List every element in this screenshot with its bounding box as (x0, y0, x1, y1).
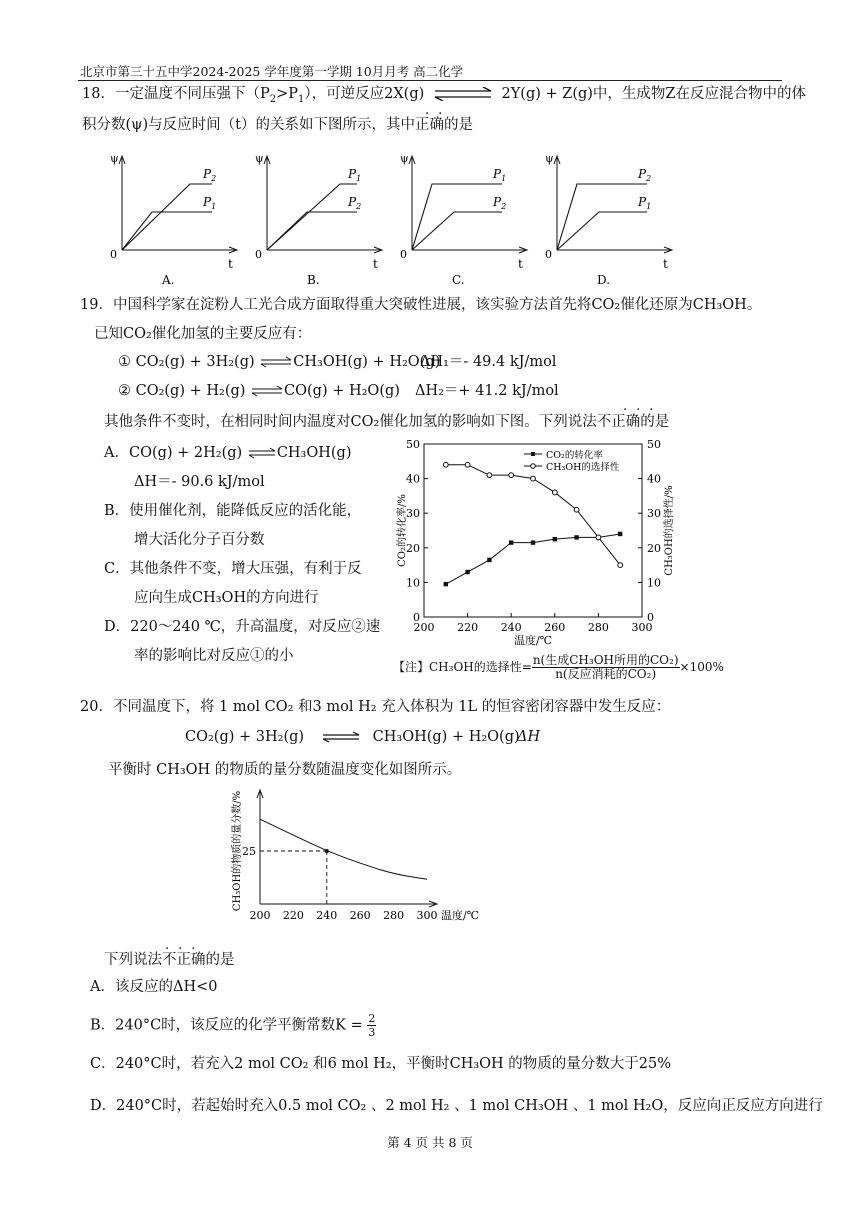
x-tick-label: 300 (416, 909, 438, 922)
graph-label: C. (452, 273, 465, 287)
x-tick-label: 280 (383, 909, 405, 922)
page-footer: 第 4 页 共 8 页 (387, 1135, 473, 1150)
x-axis-label: t (518, 257, 523, 271)
y-tick-label: 50 (406, 438, 420, 451)
x-axis-label: t (663, 257, 668, 271)
q19-chart (392, 432, 682, 652)
q19-option-a-2: ΔH＝- 90.6 kJ/mol (134, 474, 265, 490)
equilibrium-arrow-icon (429, 87, 497, 101)
equilibrium-arrow-icon (259, 356, 293, 368)
curve-lower (557, 212, 647, 250)
x-axis-title: 温度/℃ (513, 634, 553, 647)
curve-upper-label: $P_1$ (493, 167, 507, 183)
marked-point-label: 25 (242, 845, 256, 858)
curve-upper (267, 184, 357, 250)
y-axis-label: ψ (400, 152, 409, 165)
legend-marker (531, 452, 535, 456)
q19-reaction-1: ① CO₂(g) + 3H₂(g) CH₃OH(g) + H₂O(g) (118, 354, 441, 370)
data-point (487, 558, 491, 562)
y-tick-label: 0 (413, 611, 420, 624)
q20-option-b: B．240°C时，该反应的化学平衡常数K = $\frac{2}{3}$ (90, 1012, 376, 1039)
data-point (487, 473, 492, 478)
q18-graph-d (545, 152, 672, 287)
q18-graph-c (400, 152, 527, 287)
x-tick-label: 200 (413, 621, 435, 634)
x-axis-label: t (228, 257, 233, 271)
note-numerator: n(生成CH₃OH所用的CO₂) (532, 653, 679, 667)
y-tick-label-right: 10 (647, 576, 661, 590)
x-tick-label: 260 (349, 909, 371, 922)
x-axis-label: t (373, 257, 378, 271)
data-point (531, 540, 535, 544)
q20-option-c: C．240°C时，若充入2 mol CO₂ 和6 mol H₂，平衡时CH₃OH 的物质的量分数大于25% (90, 1056, 672, 1072)
curve-lower-label: $P_1$ (203, 195, 217, 211)
data-point (443, 462, 448, 467)
curve-lower-label: $P_1$ (638, 195, 652, 211)
marked-point (325, 849, 329, 853)
curve-upper-label: $P_2$ (203, 167, 217, 183)
page-header: 北京市第三十五中学2024-2025 学年度第一学期 10月月考 高二化学 (80, 64, 464, 79)
curve-lower (267, 212, 357, 250)
y-axis-title-right: CH₃OH的选择性/% (664, 485, 675, 576)
data-point (509, 540, 513, 544)
equilibrium-arrow-icon (319, 731, 363, 743)
note-denominator: n(反应消耗的CO₂) (555, 667, 657, 681)
q20-option-a: A．该反应的ΔH<0 (90, 979, 218, 995)
legend-label: CO₂的转化率 (546, 450, 603, 461)
curve-upper (412, 184, 502, 250)
legend-marker (531, 464, 536, 469)
data-point (509, 473, 514, 478)
data-point (574, 507, 579, 512)
origin-label: 0 (545, 248, 552, 261)
q19-reaction-2: ② CO₂(g) + H₂(g) CO(g) + H₂O(g) (118, 383, 400, 399)
q19-option-c-1: C．其他条件不变，增大压强，有利于反 (104, 561, 362, 577)
q19-option-d-1: D．220～240 ℃，升高温度，对反应②速 (104, 619, 381, 635)
q19-option-d-2: 率的影响比对反应①的小 (134, 648, 294, 664)
data-point (553, 537, 557, 541)
y-axis-title: CH₃OH的物质的量分数/% (232, 790, 243, 912)
data-point (596, 535, 601, 540)
legend-label: CH₃OH的选择性 (546, 462, 620, 473)
origin-label: 0 (110, 248, 117, 261)
graph-label: B. (307, 273, 320, 287)
y-axis-title: CO₂的转化率/% (397, 494, 408, 567)
q19-line-1: 19．中国科学家在淀粉人工光合成方面取得重大突破性进展，该实验方法首先将CO₂催化还原为CH₃OH。 (80, 297, 762, 313)
curve-lower (122, 212, 212, 250)
x-tick-label: 200 (249, 909, 271, 922)
data-point (531, 476, 536, 481)
q19-reaction-2-dh: ΔH₂＝+ 41.2 kJ/mol (415, 383, 559, 399)
q20-chart (222, 786, 482, 931)
q19-line-3: 其他条件不变时，在相同时间内温度对CO₂催化加氢的影响如下图。下列说法不正确的是 (104, 414, 670, 430)
equilibrium-arrow-icon (247, 447, 277, 459)
equilibrium-arrow-icon (250, 385, 284, 397)
y-tick-label-right: 50 (647, 438, 661, 451)
y-tick-label: 20 (406, 541, 420, 555)
y-axis-label: ψ (110, 152, 119, 165)
data-point (444, 582, 448, 586)
y-tick-label-right: 40 (647, 472, 661, 486)
q19-reaction-1-dh: ΔH₁＝- 49.4 kJ/mol (420, 354, 557, 370)
q18-graphs (100, 146, 700, 292)
q18-emphasis-dots: .. (425, 103, 452, 118)
graph-label: A. (162, 273, 175, 287)
data-point (618, 563, 623, 568)
fraction-numerator: 2 (368, 1012, 376, 1025)
q19-line-2: 已知CO₂催化加氢的主要反应有： (94, 326, 312, 342)
x-tick-label: 220 (457, 621, 479, 634)
series-curve (260, 819, 427, 879)
data-point (574, 535, 578, 539)
y-tick-label-right: 0 (647, 611, 654, 624)
x-tick-label: 260 (544, 621, 566, 634)
q20-option-d: D．240°C时，若起始时充入0.5 mol CO₂ 、2 mol H₂ 、1 mol CH₃OH 、1 mol H₂O，反应向正反应方向进行 (90, 1098, 823, 1114)
curve-upper-label: $P_1$ (348, 167, 362, 183)
q19-option-b-2: 增大活化分子百分数 (134, 532, 265, 548)
x-axis-title: 温度/℃ (441, 909, 480, 922)
x-tick-label: 220 (282, 909, 304, 922)
curve-upper (557, 184, 647, 250)
q19-note: 【注】CH₃OH的选择性= $\frac{\text{n(生成CH₃OH所用的CO₂)}}{\text{n(反应消耗的CO₂)}}$ ×100% (393, 653, 724, 681)
curve-upper-label: $P_2$ (638, 167, 652, 183)
q18-graph-b (255, 152, 382, 287)
x-tick-label: 240 (316, 909, 338, 922)
q19-option-b-1: B．使用催化剂，能降低反应的活化能， (104, 503, 362, 519)
y-tick-label: 40 (406, 472, 420, 486)
y-tick-label: 30 (406, 507, 420, 521)
q20-line-2: 平衡时 CH₃OH 的物质的量分数随温度变化如图所示。 (108, 762, 462, 778)
origin-label: 0 (400, 248, 407, 261)
q18-line-2: 积分数(ψ)与反应时间（t）的关系如下图所示，其中正确的是 (82, 117, 474, 133)
x-tick-label: 280 (587, 621, 609, 634)
q18-graph-a (110, 152, 237, 287)
q18-line-1: 18．一定温度不同压强下$(P_2>P_1)$，可逆反应2X(g) 2Y(g) + Z(g)中，生成物Z在反应混合物中的体 (82, 86, 807, 105)
header-divider (78, 80, 782, 81)
q20-line-3: 下列说法不正确的是 (104, 952, 235, 968)
q20-equation: CO₂(g) + 3H₂(g) CH₃OH(g) + H₂O(g) (185, 729, 520, 745)
y-tick-label-right: 30 (647, 507, 661, 521)
data-point (552, 490, 557, 495)
data-point (618, 532, 622, 536)
x-tick-label: 300 (631, 621, 653, 634)
curve-lower-label: $P_2$ (348, 195, 362, 211)
data-point (465, 462, 470, 467)
q20-line-1: 20．不同温度下，将 1 mol CO₂ 和3 mol H₂ 充入体积为 1L 的恒容密闭容器中发生反应： (80, 699, 671, 715)
x-tick-label: 240 (500, 621, 522, 634)
y-axis-label: ψ (545, 152, 554, 165)
data-point (465, 570, 469, 574)
q19-option-c-2: 应向生成CH₃OH的方向进行 (134, 590, 319, 606)
curve-lower (412, 212, 502, 250)
curve-upper (122, 184, 212, 250)
fraction-denominator: 3 (368, 1026, 376, 1039)
q19-emphasis-dots: ... (623, 399, 663, 414)
y-axis-label: ψ (255, 152, 264, 165)
graph-label: D. (597, 273, 611, 287)
y-tick-label: 10 (406, 576, 420, 590)
origin-label: 0 (255, 248, 262, 261)
q20-equation-dh: ΔH (517, 729, 541, 745)
curve-lower-label: $P_2$ (493, 195, 507, 211)
q19-option-a-1: A．CO(g) + 2H₂(g) CH₃OH(g) (104, 445, 352, 461)
y-tick-label-right: 20 (647, 541, 661, 555)
q20-emphasis-dots: ... (165, 938, 205, 953)
